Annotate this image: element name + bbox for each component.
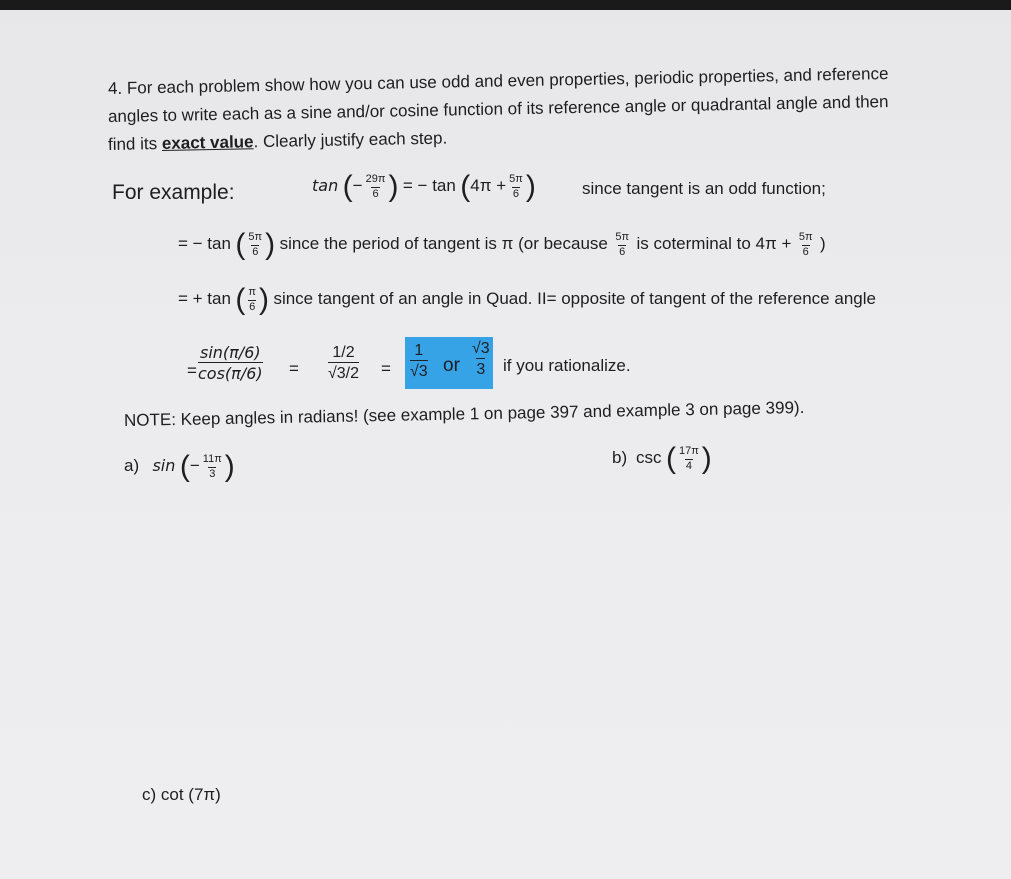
for-example-label: For example: xyxy=(112,181,235,204)
example-step-1: tan (− $\frac{29\pi}{6}$ ) = − tan (4π + $\frac{5\pi}{6}$ ) xyxy=(312,170,536,203)
root3-over-3-fraction: $\frac{√3}{3}$ xyxy=(472,340,490,379)
part-a: a) sin (− $\frac{11\pi}{3}$ ) xyxy=(124,450,235,483)
equals-sign-1: = xyxy=(187,361,197,380)
sin-over-cos-fraction: $\frac{\sin(\pi/6)}{\cos(\pi/6)}$ xyxy=(198,343,263,384)
half-over-root3-fraction: $\frac{1/2}{√3/2}$ xyxy=(328,344,360,383)
part-b: b) csc ( $\frac{17\pi}{4}$ ) xyxy=(612,442,712,475)
since-odd-text: since tangent is an odd function; xyxy=(582,179,826,198)
top-edge-bar xyxy=(0,0,1011,10)
or-text: or xyxy=(443,355,460,376)
problem-line-3: find its exact value. Clearly justify each step. xyxy=(107,128,448,154)
part-c: c) cot (7π) xyxy=(142,785,221,804)
example-step-2: = − tan ( $\frac{5\pi}{6}$ ) since the period of tangent is π (or because $\frac{5\pi}{6}$ is coterminal to 4π + $\frac{5\pi}{6}$ ) xyxy=(178,228,826,261)
equals-sign-3: = xyxy=(381,359,391,378)
equals-sign-2: = xyxy=(289,359,299,378)
one-over-root3-fraction: $\frac{1}{√3}$ xyxy=(410,342,428,381)
rationalize-text: if you rationalize. xyxy=(503,356,631,375)
problem-line-1: 4. For each problem show how you can use odd and even properties, periodic properties, and reference xyxy=(107,64,889,98)
example-step-3: = + tan ( $\frac{\pi}{6}$ ) since tangent of an angle in Quad. II= opposite of tangent of the reference angle xyxy=(178,283,876,316)
problem-line-2: angles to write each as a sine and/or cosine function of its reference angle or quadrantal angle and then xyxy=(107,92,889,126)
exact-value-underlined: exact value xyxy=(161,132,254,153)
note-text: NOTE: Keep angles in radians! (see example 1 on page 397 and example 3 on page 399). xyxy=(123,397,805,430)
